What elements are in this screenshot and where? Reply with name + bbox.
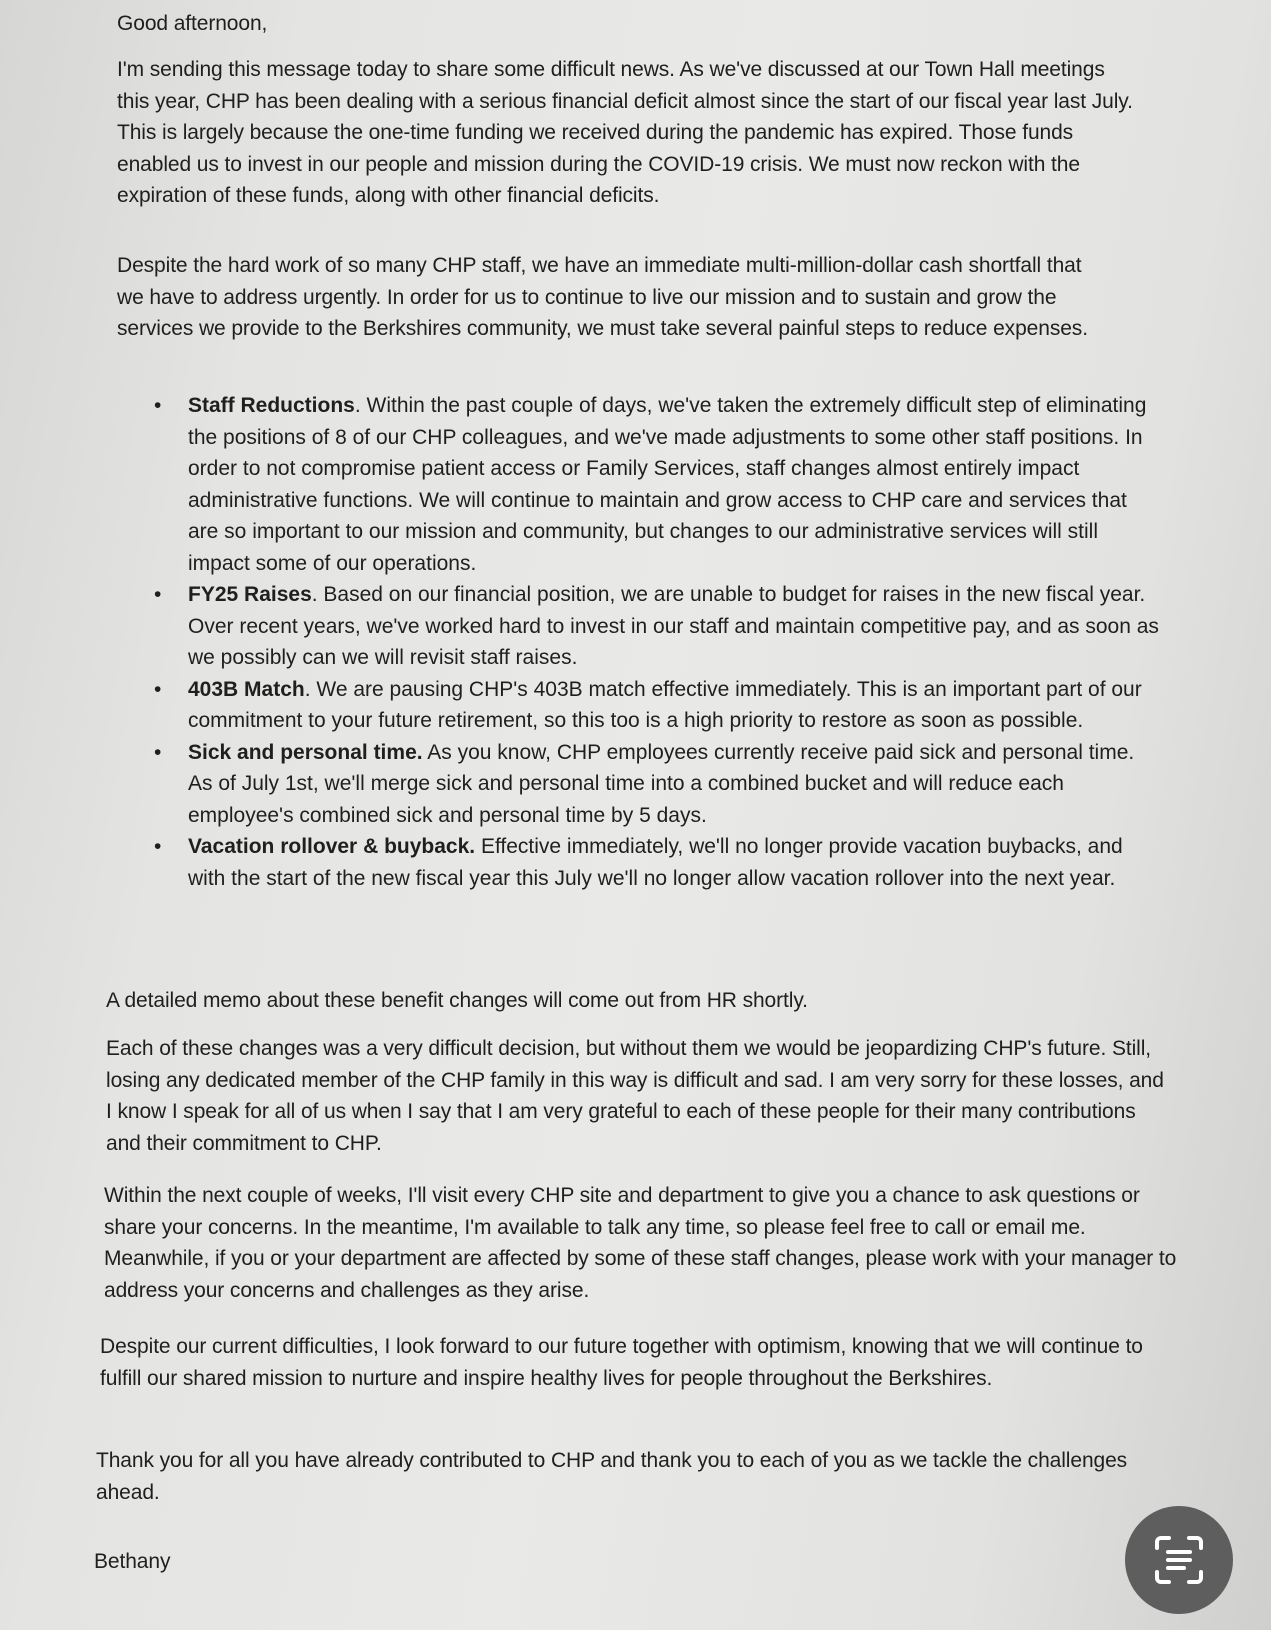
greeting: Good afternoon, <box>117 12 268 35</box>
signature: Bethany <box>94 1550 171 1573</box>
list-item-vacation <box>150 831 1160 894</box>
paragraph-optimism: Despite our current difficulties, I look forward to our future together with optimism, knowing that we will continue to fulfill our shared mission to nurture and inspire healthy lives for people throughout the Berkshires. <box>100 1335 1143 1390</box>
paragraph-visits: Within the next couple of weeks, I'll visit every CHP site and department to give you a chance to ask questions or share your concerns. In the meantime, I'm available to talk any time, so please feel free to call or email me. Meanwhile, if you or your department are affected by some of these staff changes, please work with your manager to address your concerns and challenges as they arise. <box>104 1184 1177 1302</box>
text-scan-icon <box>1151 1532 1207 1588</box>
bullet-text: . We are pausing CHP's 403B match effective immediately. This is an important part of our commitment to your future retirement, so this too is a high priority to restore as soon as possible. <box>188 677 1142 732</box>
text-scan-button[interactable] <box>1125 1506 1233 1614</box>
bullet-title: FY25 Raises <box>188 583 312 606</box>
bullet-text: . Within the past couple of days, we've taken the extremely difficult step of eliminating the positions of 8 of our CHP colleagues, and we've made adjustments to some other staff positions. In order to not compromise patient access or Family Services, staff changes almost entirely impact administrative functions. We will continue to maintain and grow access to CHP care and services that are so important to our mission and community, but changes to our administrative services will still impact some of our operations. <box>188 394 1147 575</box>
paragraph-decision: Each of these changes was a very difficult decision, but without them we would be jeopardizing CHP's future. Still, losing any dedicated member of the CHP family in this way is difficult and sad. I am very sorry for these losses, and I know I speak for all of us when I say that I am very grateful to each of these people for their many contributions and their commitment to CHP. <box>106 1037 1164 1155</box>
bullet-text: As you know, CHP employees currently receive paid sick and personal time. As of July 1st, we'll merge sick and personal time into a combined bucket and will reduce each employee's combined sick and personal time by 5 days. <box>188 740 1135 827</box>
paragraph-shortfall: Despite the hard work of so many CHP staff, we have an immediate multi-million-dollar cash shortfall that we have to address urgently. In order for us to continue to live our mission and to sustain and grow the services we provide to the Berkshires community, we must take several painful steps to reduce expenses. <box>117 254 1088 340</box>
list-item-fy25-raises <box>150 579 1160 674</box>
bullet-title: Sick and personal time. <box>188 740 423 764</box>
paragraph-intro: I'm sending this message today to share some difficult news. As we've discussed at our Town Hall meetings this year, CHP has been dealing with a serious financial deficit almost since the start of our fiscal year last July. This is largely because the one-time funding we received during the pandemic has expired. Those funds enabled us to invest in our people and mission during the COVID-19 crisis. We must now reckon with the expiration of these funds, along with other financial deficits. <box>117 58 1133 207</box>
paragraph-memo: A detailed memo about these benefit changes will come out from HR shortly. <box>106 989 808 1012</box>
bullet-title: 403B Match <box>188 677 305 701</box>
measures-list <box>150 390 1160 894</box>
list-item-staff-reductions <box>150 390 1160 579</box>
bullet-text: Effective immediately, we'll no longer provide vacation buybacks, and with the start of the new fiscal year this July we'll no longer allow vacation rollover into the next year. <box>188 835 1123 890</box>
list-item-sick-personal-time <box>150 737 1160 832</box>
list-item-403b-match <box>150 674 1160 737</box>
bullet-text: . Based on our financial position, we are unable to budget for raises in the new fiscal year. Over recent years, we've worked hard to invest in our staff and maintain competitive pay, and as soon as we possibly can we will revisit staff raises. <box>188 583 1159 669</box>
paragraph-thanks: Thank you for all you have already contributed to CHP and thank you to each of you as we tackle the challenges ahead. <box>96 1449 1128 1504</box>
bullet-title: Staff Reductions <box>188 394 355 417</box>
bullet-title: Vacation rollover & buyback. <box>188 835 476 858</box>
